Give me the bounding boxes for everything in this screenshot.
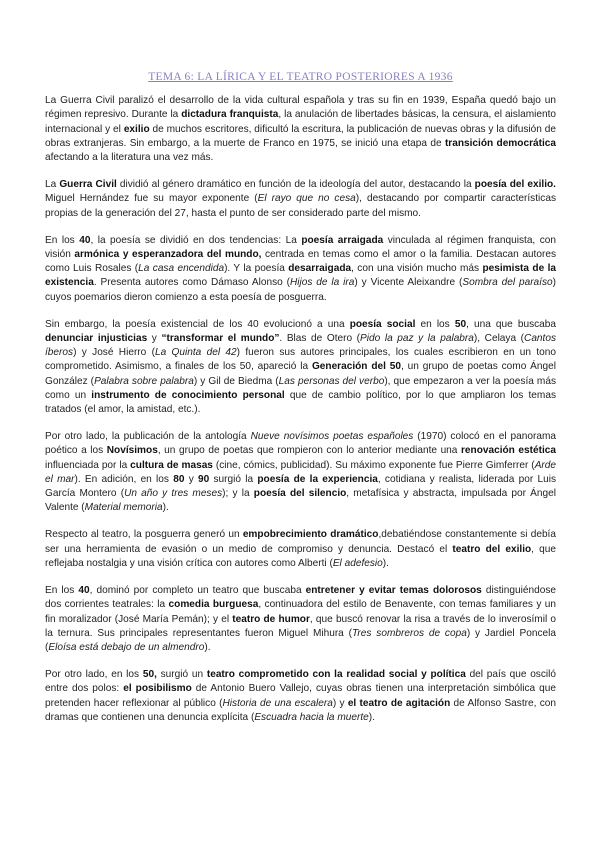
work-title: Sombra del paraíso [462, 277, 553, 289]
bold-term: transición democrática [444, 137, 556, 149]
work-title: Palabra sobre palabra [94, 375, 194, 387]
work-title: Las personas del verbo [278, 375, 385, 387]
work-title: Eloísa está debajo de un almendro [48, 641, 205, 653]
work-title: Hijos de la ira [289, 277, 355, 289]
bold-term: el posibilismo [123, 683, 192, 695]
bold-term: poesía de la experiencia [257, 473, 378, 485]
bold-term: 90 [198, 473, 210, 485]
work-title: Arde el mar [45, 459, 557, 485]
bold-term: 40 [78, 585, 90, 597]
bold-term: Guerra Civil [59, 179, 117, 191]
work-title: Un año y tres meses [124, 488, 223, 500]
paragraph-theatre-50s: Por otro lado, en los 50, surgió un teatro comprometido con la realidad social y política del país que osciló entre dos polos: el posibilismo de Antonio Buero Vallejo, cuyas obras tienen una interpretación simbólica que pretenden hacer reflexionar al público (Historia de una escalera) y el teatro de agitación de Alfonso Sastre, con dramas que contienen una denuncia explícita (Escuadra hacia la muerte). [45, 669, 556, 723]
work-title: Cantos íberos [45, 333, 557, 359]
document-page [45, 70, 556, 738]
work-title: La Quinta del 42 [154, 347, 237, 359]
work-title: Historia de una escalera [222, 697, 333, 709]
document-title: TEMA 6: LA LÍRICA Y EL TEATRO POSTERIORES A 1936 [148, 71, 453, 83]
bold-term: 50, [142, 669, 157, 681]
work-title: El adefesio [332, 557, 383, 569]
bold-term: empobrecimiento dramático [242, 529, 379, 541]
bold-term: armónica y esperanzadora del mundo, [74, 249, 262, 261]
bold-term: 80 [173, 473, 185, 485]
paragraph-theatre-40s: En los 40, dominó por completo un teatro que buscaba entretener y evitar temas dolorosos distinguiéndose dos corrientes teatrales: la comedia burguesa, continuadora del estilo de Benavente, con temas familiares y un fin moralizador (José María Pemán); y el teatro de humor, que buscó renovar la risa a través de lo inverosímil o la ternura. Sus principales representantes fueron Miguel Mihura (Tres sombreros de copa) y Jardiel Poncela (Eloísa está debajo de un almendro). [45, 585, 556, 653]
bold-term: poesía del silencio [253, 488, 347, 500]
work-title: Nueve novísimos poetas españoles [250, 431, 414, 443]
bold-term: desarraigada [288, 263, 352, 275]
bold-term: pesimista de la existencia [45, 263, 556, 289]
paragraph-poetry-exile: La Guerra Civil dividió al género dramático en función de la ideología del autor, destacando la poesía del exilio. Miguel Hernández fue su mayor exponente (El rayo que no cesa), destacando por compartir características propias de la generación del 27, hasta el punto de ser considerado parte del mismo. [45, 179, 556, 219]
bold-term: exilio [123, 123, 150, 135]
bold-term: teatro comprometido con la realidad social y política [206, 669, 466, 681]
bold-term: teatro de humor [232, 613, 310, 625]
bold-term: Novísimos [106, 445, 158, 457]
bold-term: 50 [454, 318, 467, 330]
bold-term: comedia burguesa [168, 599, 259, 611]
bold-term: poesía arraigada [301, 234, 384, 246]
work-title: Pido la paz y la palabra [360, 333, 474, 345]
paragraph-social-poetry-50s: Sin embargo, la poesía existencial de los 40 evolucionó a una poesía social en los 50, una que buscaba denunciar injusticias y “transformar el mundo”. Blas de Otero (Pido la paz y la palabra), Celaya (Cantos íberos) y José Hierro (La Quinta del 42) fueron sus autores principales, los cuales escribieron en un tono comprometido. Asimismo, a finales de los 50, apareció la Generación del 50, un grupo de poetas como Ángel González (Palabra sobre palabra) y Gil de Biedma (Las personas del verbo), que empezaron a ver la poesía más como un instrumento de conocimiento personal que de cambio político, por lo que ampliaron los temas tratados (el amor, la amistad, etc.). [45, 318, 557, 416]
bold-term: instrumento de conocimiento personal [91, 389, 285, 401]
paragraph-intro: La Guerra Civil paralizó el desarrollo de la vida cultural española y tras su fin en 1939, España quedó bajo un régimen represivo. Durante la dictadura franquista, la anulación de libertades básicas, la censura, el aislamiento internacional y el exilio de muchos escritores, dificultó la escritura, la publicación de nuevas obras y la difusión de obras extranjeras. Sin embargo, a la muerte de Franco en 1975, se inició una etapa de transición democrática afectando a la literatura una vez más. [45, 95, 556, 164]
bold-term: renovación estética [460, 445, 556, 457]
bold-term: dictadura franquista [181, 109, 279, 121]
bold-term: poesía social [349, 318, 416, 330]
paragraph-novisimos: Por otro lado, la publicación de la antología Nueve novísimos poetas españoles (1970) colocó en el panorama poético a los Novísimos, un grupo de poetas que rompieron con lo anterior mediante una renovación estética influenciada por la cultura de masas (cine, cómics, publicidad). Su máximo exponente fue Pierre Gimferrer (Arde el mar). En adición, en los 80 y 90 surgió la poesía de la experiencia, cotidiana y realista, liderada por Luis García Montero (Un año y tres meses); y la poesía del silencio, metafísica y abstracta, impulsada por Ángel Valente (Material memoria). [45, 431, 557, 514]
bold-term: “transformar el mundo” [161, 333, 280, 345]
paragraph-poetry-40s: En los 40, la poesía se dividió en dos tendencias: La poesía arraigada vinculada al régimen franquista, con visión armónica y esperanzadora del mundo, centrada en temas como el amor o la familia. Destacan autores como Luis Rosales (La casa encendida). Y la poesía desarraigada, con una visión mucho más pesimista de la existencia. Presenta autores como Dámaso Alonso (Hijos de la ira) y Vicente Aleixandre (Sombra del paraíso) cuyos poemarios dieron comienzo a esta poesía de posguerra. [45, 234, 557, 303]
bold-term: teatro del exilio [452, 543, 532, 555]
bold-term: poesía del exilio. [474, 179, 556, 191]
bold-term: cultura de masas [130, 459, 213, 471]
work-title: El rayo que no cesa [257, 193, 356, 205]
work-title: Material memoria [84, 502, 163, 514]
paragraph-theatre-postwar: Respecto al teatro, la posguerra generó un empobrecimiento dramático,debatiéndose constantemente si debía ser una herramienta de evasión o un medio de compromiso y denuncia. Destacó el teatro del exilio, que reflejaba nostalgia y una visión crítica con autores como Alberti (El adefesio). [45, 529, 556, 569]
bold-term: denunciar injusticias [45, 333, 148, 345]
bold-term: Generación del 50 [311, 361, 401, 373]
work-title: Escuadra hacia la muerte [254, 711, 369, 723]
bold-term: el teatro de agitación [347, 697, 451, 709]
bold-term: entretener y evitar temas dolorosos [305, 585, 482, 597]
work-title: La casa encendida [138, 263, 225, 275]
work-title: Tres sombreros de copa [352, 627, 467, 639]
bold-term: 40 [79, 234, 91, 246]
